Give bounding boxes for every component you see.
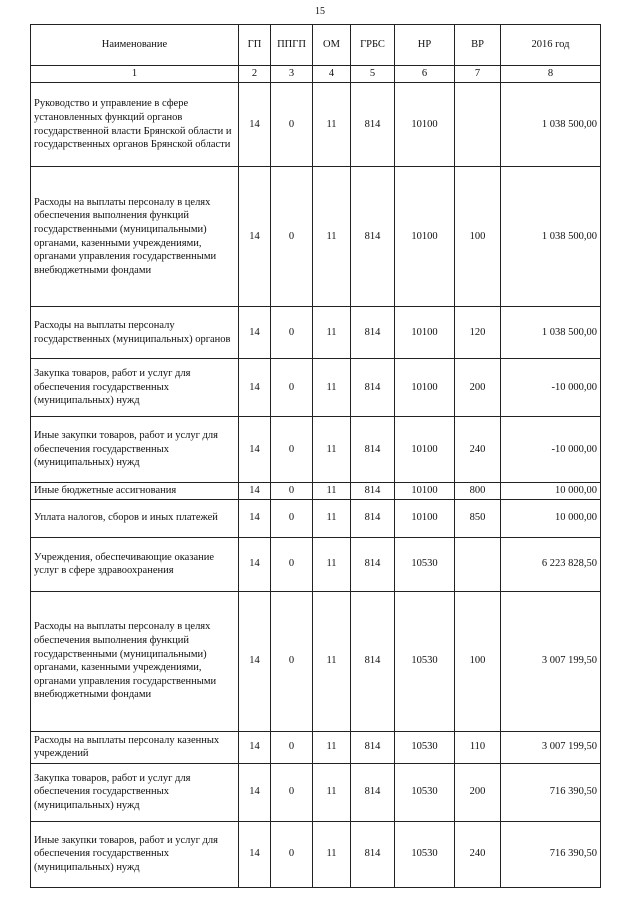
- row-grbs: 814: [351, 307, 395, 359]
- row-gp: 14: [239, 83, 271, 167]
- row-nr: 10100: [395, 359, 455, 417]
- header-row: [31, 25, 601, 66]
- row-vr: [455, 83, 501, 167]
- row-gp: 14: [239, 591, 271, 731]
- row-vr: 100: [455, 591, 501, 731]
- column-number: 1: [31, 66, 239, 83]
- row-om: 11: [313, 499, 351, 537]
- row-grbs: 814: [351, 359, 395, 417]
- row-gp: 14: [239, 483, 271, 500]
- row-amount: 716 390,50: [501, 821, 601, 887]
- header-grbs: ГРБС: [351, 25, 395, 66]
- row-ppgp: 0: [271, 83, 313, 167]
- row-nr: 10100: [395, 483, 455, 500]
- table-row: [31, 483, 601, 500]
- row-om: 11: [313, 417, 351, 483]
- row-ppgp: 0: [271, 731, 313, 763]
- row-name: Иные закупки товаров, работ и услуг для обеспечения государственных (муниципальных) нужд: [31, 821, 239, 887]
- page-number: 15: [315, 6, 325, 17]
- row-grbs: 814: [351, 763, 395, 821]
- column-number: 2: [239, 66, 271, 83]
- row-gp: 14: [239, 499, 271, 537]
- row-grbs: 814: [351, 499, 395, 537]
- row-gp: 14: [239, 417, 271, 483]
- row-gp: 14: [239, 537, 271, 591]
- row-om: 11: [313, 731, 351, 763]
- row-nr: 10100: [395, 307, 455, 359]
- row-om: 11: [313, 821, 351, 887]
- row-amount: 1 038 500,00: [501, 307, 601, 359]
- row-amount: 3 007 199,50: [501, 731, 601, 763]
- row-ppgp: 0: [271, 821, 313, 887]
- table-row: [31, 537, 601, 591]
- row-ppgp: 0: [271, 591, 313, 731]
- row-grbs: 814: [351, 83, 395, 167]
- row-grbs: 814: [351, 591, 395, 731]
- row-ppgp: 0: [271, 537, 313, 591]
- row-gp: 14: [239, 821, 271, 887]
- table-row: [31, 591, 601, 731]
- header-vr: ВР: [455, 25, 501, 66]
- column-number: 6: [395, 66, 455, 83]
- row-nr: 10100: [395, 167, 455, 307]
- column-number: 4: [313, 66, 351, 83]
- row-name: Иные закупки товаров, работ и услуг для обеспечения государственных (муниципальных) нужд: [31, 417, 239, 483]
- column-number: 5: [351, 66, 395, 83]
- row-vr: 100: [455, 167, 501, 307]
- row-vr: 850: [455, 499, 501, 537]
- row-ppgp: 0: [271, 499, 313, 537]
- row-name: Закупка товаров, работ и услуг для обеспечения государственных (муниципальных) нужд: [31, 359, 239, 417]
- table-row: [31, 821, 601, 887]
- table-row: [31, 731, 601, 763]
- row-gp: 14: [239, 763, 271, 821]
- row-ppgp: 0: [271, 763, 313, 821]
- row-name: Закупка товаров, работ и услуг для обеспечения государственных (муниципальных) нужд: [31, 763, 239, 821]
- row-om: 11: [313, 167, 351, 307]
- row-name: Учреждения, обеспечивающие оказание услуг в сфере здравоохранения: [31, 537, 239, 591]
- row-nr: 10530: [395, 591, 455, 731]
- row-grbs: 814: [351, 821, 395, 887]
- row-om: 11: [313, 763, 351, 821]
- header-om: ОМ: [313, 25, 351, 66]
- table-row: [31, 83, 601, 167]
- row-name: Уплата налогов, сборов и иных платежей: [31, 499, 239, 537]
- row-name: Иные бюджетные ассигнования: [31, 483, 239, 500]
- row-grbs: 814: [351, 537, 395, 591]
- row-amount: 1 038 500,00: [501, 83, 601, 167]
- row-ppgp: 0: [271, 359, 313, 417]
- row-om: 11: [313, 359, 351, 417]
- row-ppgp: 0: [271, 483, 313, 500]
- header-ppgp: ППГП: [271, 25, 313, 66]
- row-nr: 10530: [395, 763, 455, 821]
- row-ppgp: 0: [271, 307, 313, 359]
- column-number: 3: [271, 66, 313, 83]
- table-row: [31, 359, 601, 417]
- row-amount: -10 000,00: [501, 417, 601, 483]
- row-name: Руководство и управление в сфере установленных функций органов государственной власти Брянской области и государственных органов Брянской области: [31, 83, 239, 167]
- budget-table: [30, 24, 601, 888]
- row-gp: 14: [239, 167, 271, 307]
- header-name: Наименование: [31, 25, 239, 66]
- row-amount: 1 038 500,00: [501, 167, 601, 307]
- row-gp: 14: [239, 307, 271, 359]
- table-row: [31, 763, 601, 821]
- row-name: Расходы на выплаты персоналу в целях обеспечения выполнения функций государственными (муниципальными) органами, казенными учреждениями, органами управления государственными внебюджетными фондами: [31, 167, 239, 307]
- row-grbs: 814: [351, 167, 395, 307]
- header-nr: НР: [395, 25, 455, 66]
- row-vr: 200: [455, 359, 501, 417]
- row-vr: 120: [455, 307, 501, 359]
- row-vr: 200: [455, 763, 501, 821]
- row-vr: [455, 537, 501, 591]
- row-vr: 240: [455, 821, 501, 887]
- row-vr: 800: [455, 483, 501, 500]
- row-grbs: 814: [351, 483, 395, 500]
- row-amount: 6 223 828,50: [501, 537, 601, 591]
- table-row: [31, 307, 601, 359]
- row-vr: 240: [455, 417, 501, 483]
- row-nr: 10100: [395, 83, 455, 167]
- row-gp: 14: [239, 731, 271, 763]
- column-number: 8: [501, 66, 601, 83]
- row-om: 11: [313, 307, 351, 359]
- row-name: Расходы на выплаты персоналу в целях обеспечения выполнения функций государственными (муниципальными) органами, казенными учреждениями, органами управления государственными внебюджетными фондами: [31, 591, 239, 731]
- row-gp: 14: [239, 359, 271, 417]
- table-row: [31, 417, 601, 483]
- row-om: 11: [313, 83, 351, 167]
- row-amount: 3 007 199,50: [501, 591, 601, 731]
- row-grbs: 814: [351, 417, 395, 483]
- row-nr: 10530: [395, 537, 455, 591]
- row-om: 11: [313, 591, 351, 731]
- header-gp: ГП: [239, 25, 271, 66]
- row-nr: 10100: [395, 499, 455, 537]
- row-amount: 10 000,00: [501, 483, 601, 500]
- row-om: 11: [313, 537, 351, 591]
- row-amount: 10 000,00: [501, 499, 601, 537]
- row-amount: -10 000,00: [501, 359, 601, 417]
- row-nr: 10100: [395, 417, 455, 483]
- table-row: [31, 499, 601, 537]
- header-year: 2016 год: [501, 25, 601, 66]
- row-vr: 110: [455, 731, 501, 763]
- table-row: [31, 167, 601, 307]
- row-grbs: 814: [351, 731, 395, 763]
- row-nr: 10530: [395, 821, 455, 887]
- row-amount: 716 390,50: [501, 763, 601, 821]
- row-name: Расходы на выплаты персоналу казенных учреждений: [31, 731, 239, 763]
- row-nr: 10530: [395, 731, 455, 763]
- row-ppgp: 0: [271, 417, 313, 483]
- row-om: 11: [313, 483, 351, 500]
- column-number: 7: [455, 66, 501, 83]
- column-number-row: [31, 66, 601, 83]
- row-ppgp: 0: [271, 167, 313, 307]
- row-name: Расходы на выплаты персоналу государственных (муниципальных) органов: [31, 307, 239, 359]
